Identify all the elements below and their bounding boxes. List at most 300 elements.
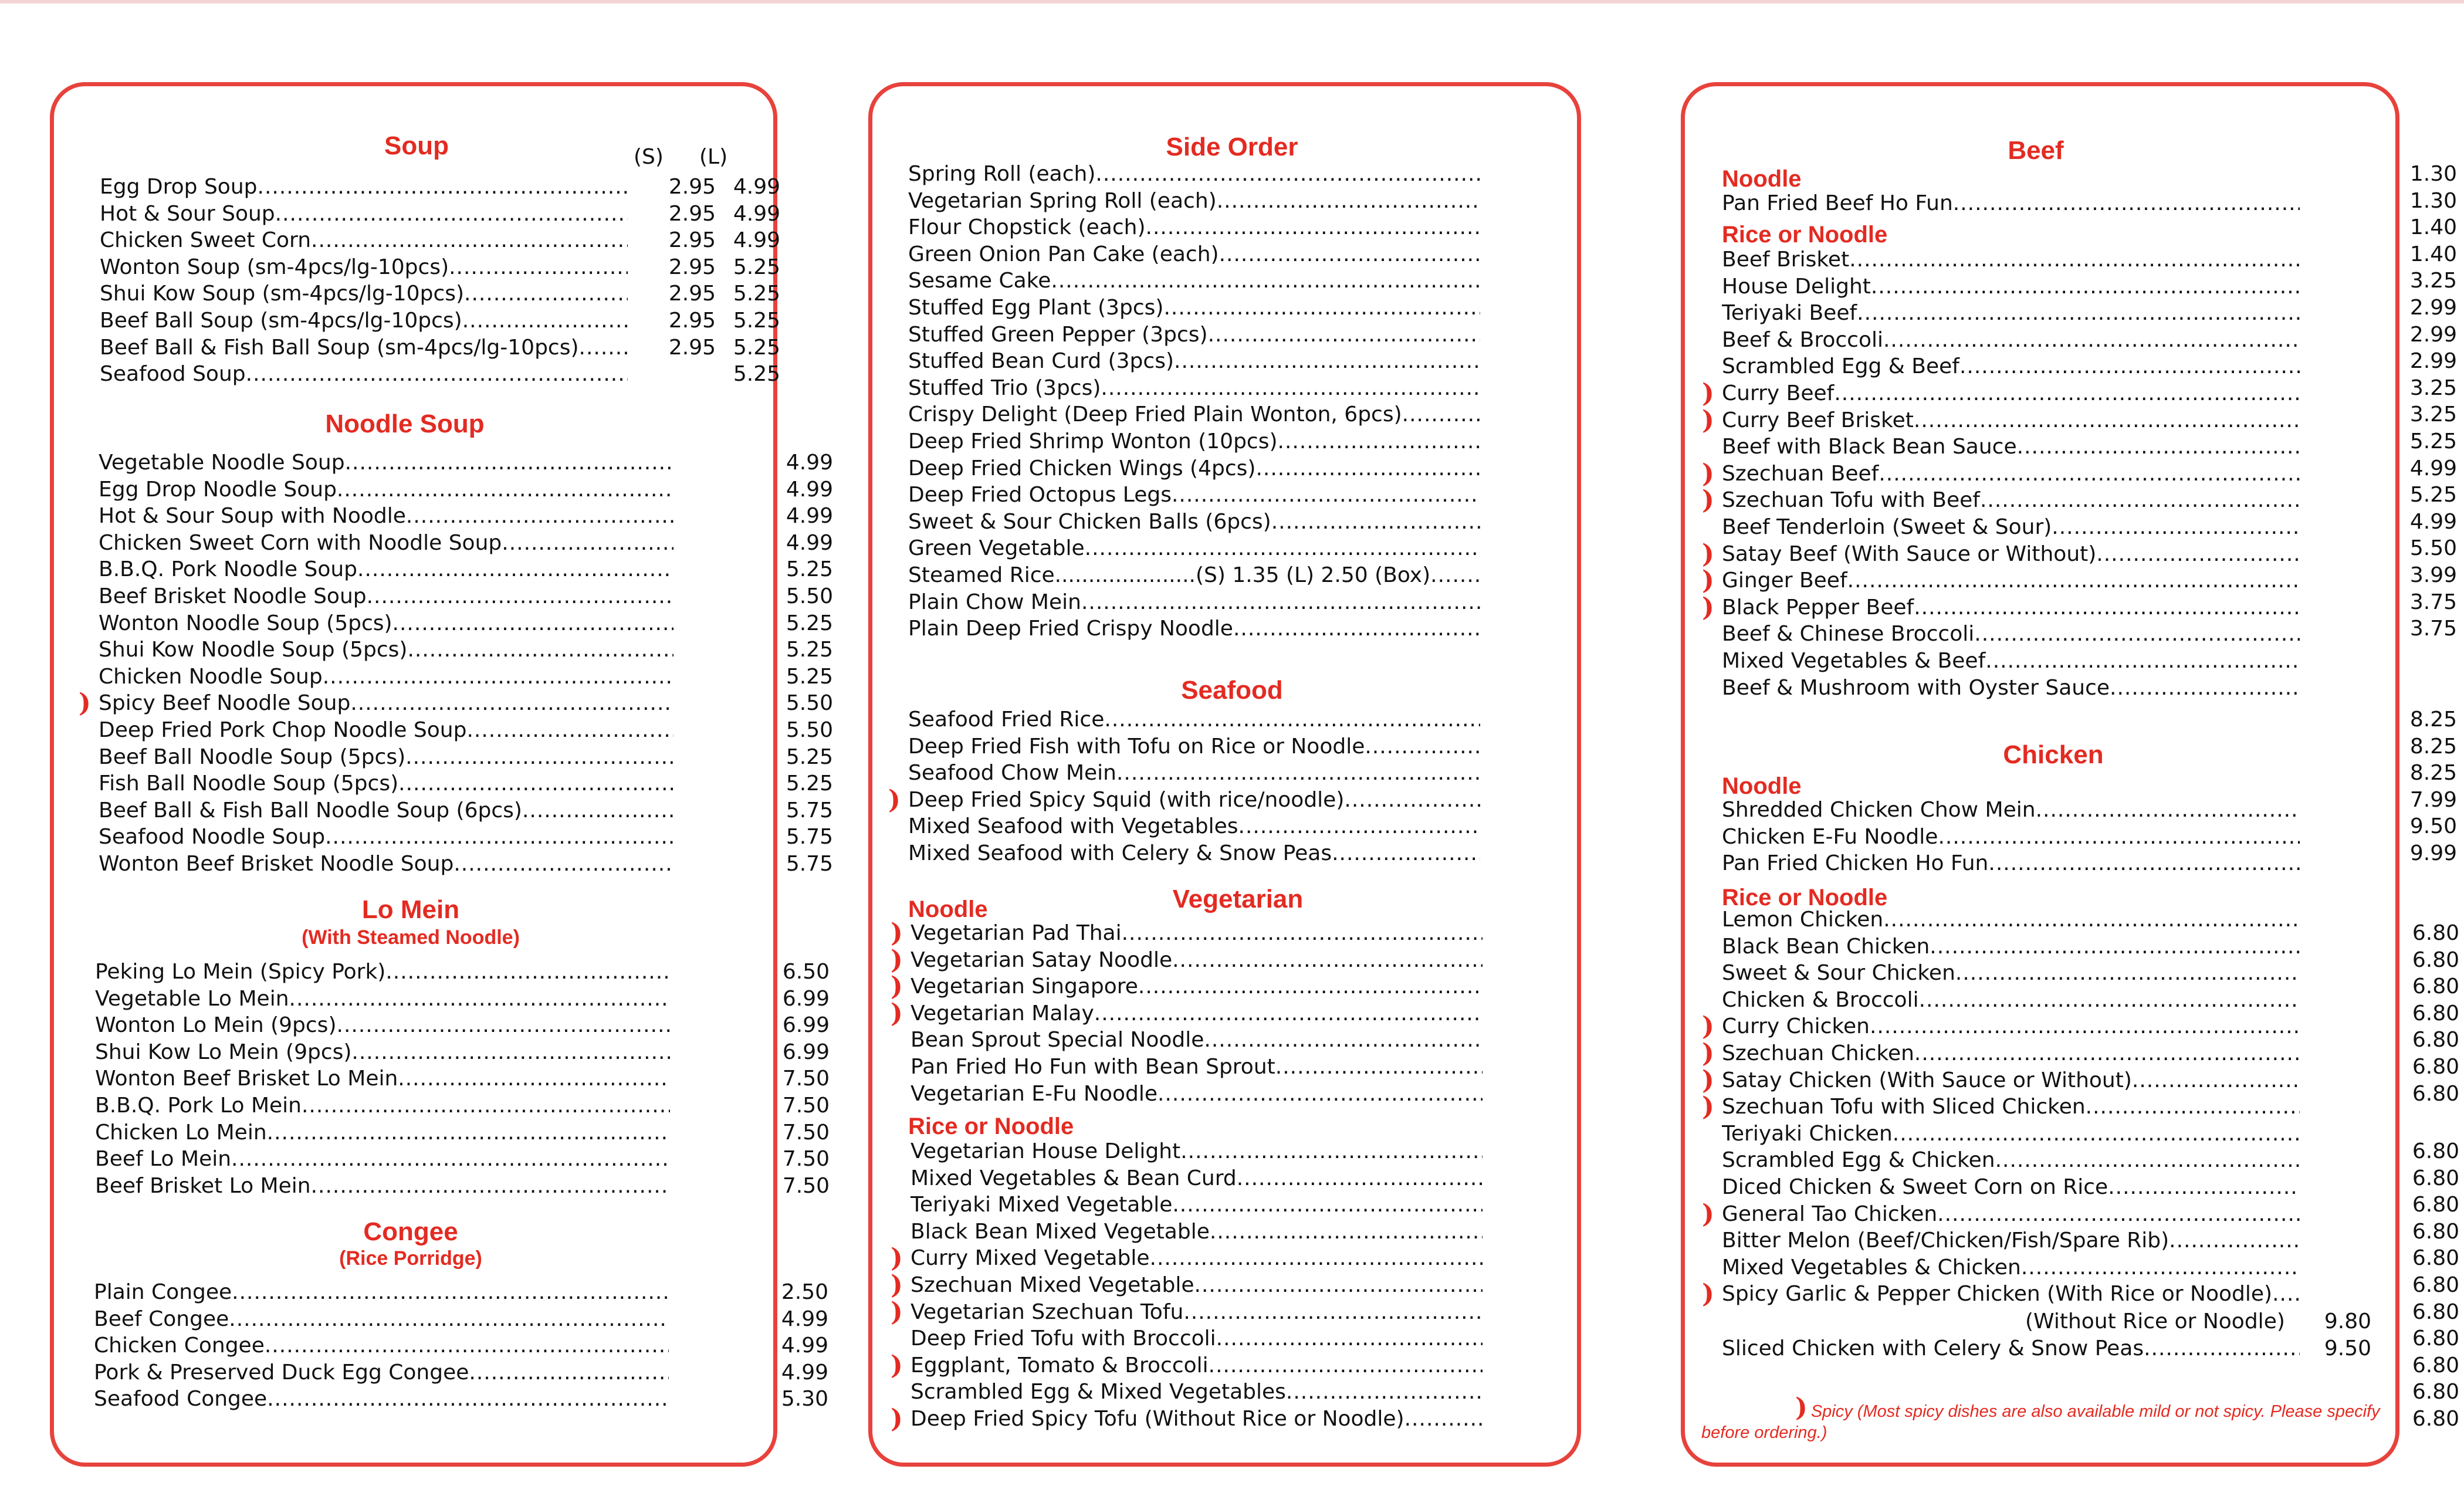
menu-item-price: 5.50 xyxy=(786,584,833,608)
menu-item-price: 5.25 xyxy=(786,771,833,796)
menu-item-name: Pork & Preserved Duck Egg Congee ..... xyxy=(94,1359,669,1386)
menu-item-name: Steamed Rice.....................(S) 1.35 (L) 2.50 (Box) ..... xyxy=(908,562,1480,589)
menu-item-name: Bitter Melon (Beef/Chicken/Fish/Spare Rib) ..... xyxy=(1722,1227,2300,1254)
menu-item xyxy=(1722,514,2371,541)
menu-item-name: Stuffed Bean Curd (3pcs) ..... xyxy=(908,348,1480,375)
menu-item-name: Beef Ball & Fish Ball Soup (sm-4pcs/lg-10pcs) ..... xyxy=(100,334,628,361)
chicken-extra-line xyxy=(2025,1308,2371,1335)
menu-item-name: Wonton Noodle Soup (5pcs) ..... xyxy=(99,610,673,637)
menu-item xyxy=(1722,621,2371,648)
menu-item-price: 5.25 xyxy=(2409,429,2457,453)
menu-item xyxy=(1722,1094,2371,1121)
menu-item-price: 6.80 xyxy=(2412,947,2459,972)
menu-item-name: Teriyaki Chicken ..... xyxy=(1722,1121,2300,1148)
menu-item-name: Satay Beef (With Sauce or Without) ..... xyxy=(1722,541,2300,568)
menu-item-price: 5.25 xyxy=(786,557,833,582)
menu-item xyxy=(99,503,833,530)
menu-item-price: 4.99 xyxy=(786,530,833,555)
menu-item-name: Vegetarian Spring Roll (each) ..... xyxy=(908,188,1480,215)
menu-item-price: 4.99 xyxy=(2409,456,2457,480)
soup-heading: Soup xyxy=(384,131,449,160)
menu-item-price: 5.30 xyxy=(781,1387,828,1412)
menu-item-name: Vegetarian Malay ..... xyxy=(911,1000,1483,1027)
lo-mein-subtitle: (With Steamed Noodle) xyxy=(302,926,520,949)
menu-item-name: Vegetarian Pad Thai ..... xyxy=(911,920,1483,947)
menu-item xyxy=(95,1012,830,1039)
menu-item-name: Green Onion Pan Cake (each) ..... xyxy=(908,241,1480,268)
menu-item xyxy=(95,1119,830,1146)
menu-item-name: Hot & Sour Soup ..... xyxy=(100,201,628,228)
menu-item-price: 1.30 xyxy=(2409,162,2457,186)
menu-item-price: 6.80 xyxy=(2412,921,2459,945)
menu-item xyxy=(99,583,833,610)
menu-item-price: 6.80 xyxy=(2412,1028,2459,1052)
menu-item-name: Deep Fried Fish with Tofu on Rice or Noodle ..... xyxy=(908,733,1480,760)
menu-item-name: Shui Kow Noodle Soup (5pcs) ..... xyxy=(99,637,673,664)
menu-item-price: 6.99 xyxy=(782,1040,830,1064)
vegetarian-rice-label: Rice or Noodle xyxy=(908,1113,1074,1139)
menu-item-name: Spicy Garlic & Pepper Chicken (With Rice or Noodle) ..... xyxy=(1722,1281,2300,1308)
menu-item-price: 6.80 xyxy=(2412,1326,2459,1351)
menu-item xyxy=(100,227,780,254)
menu-item-price: 5.50 xyxy=(786,691,833,716)
menu-item-price: 8.25 xyxy=(2409,708,2457,732)
menu-item-price: 3.25 xyxy=(2409,375,2457,400)
menu-item-name: Sweet & Sour Chicken Balls (6pcs) ..... xyxy=(908,509,1480,536)
chicken-rice-label: Rice or Noodle xyxy=(1722,885,1888,911)
menu-item xyxy=(1722,824,2371,851)
menu-item xyxy=(1722,1227,2371,1254)
menu-item-name: Stuffed Green Pepper (3pcs) ..... xyxy=(908,321,1480,348)
menu-item-price: 4.99 xyxy=(786,504,833,529)
menu-item-name: Scrambled Egg & Mixed Vegetables ..... xyxy=(911,1379,1483,1406)
menu-item-name: Shui Kow Soup (sm-4pcs/lg-10pcs) ..... xyxy=(100,280,628,307)
menu-item xyxy=(1722,353,2371,380)
menu-item-price: 4.99 xyxy=(786,451,833,475)
menu-item-name: Deep Fried Chicken Wings (4pcs) ..... xyxy=(908,455,1480,482)
menu-item-price: 4.99 xyxy=(786,477,833,502)
menu-item-price: 5.75 xyxy=(786,852,833,876)
menu-item-name: Vegetable Lo Mein ..... xyxy=(95,986,670,1013)
menu-item xyxy=(1722,190,2371,217)
spicy-pepper-icon: ) xyxy=(891,945,903,975)
menu-item xyxy=(94,1386,828,1413)
menu-item-price-large: 5.25 xyxy=(733,282,780,306)
menu-item-name: Beef Brisket Lo Mein ..... xyxy=(95,1173,670,1200)
menu-item xyxy=(1722,300,2371,327)
menu-item-name: Black Bean Mixed Vegetable ..... xyxy=(911,1219,1483,1245)
menu-item xyxy=(100,334,780,361)
menu-item-name: Wonton Soup (sm-4pcs/lg-10pcs) ..... xyxy=(100,254,628,281)
menu-item-name: Beef Ball Soup (sm-4pcs/lg-10pcs) ..... xyxy=(100,307,628,334)
chicken-last-item-price: 9.50 xyxy=(2324,1336,2371,1360)
menu-item-price-small: 2.95 xyxy=(668,282,716,306)
menu-item xyxy=(100,307,780,334)
menu-item-name: Mixed Vegetables & Chicken ..... xyxy=(1722,1254,2300,1281)
menu-item-price-large: 5.25 xyxy=(733,309,780,333)
spicy-pepper-icon: ) xyxy=(891,972,903,1002)
spicy-footnote xyxy=(1701,1393,2382,1443)
spicy-pepper-icon: ) xyxy=(1702,485,1714,516)
menu-item-price: 8.25 xyxy=(2409,761,2457,786)
menu-item xyxy=(1722,1013,2371,1040)
top-edge-line xyxy=(0,0,2464,4)
menu-item-price: 1.30 xyxy=(2409,188,2457,213)
menu-item-price: 7.50 xyxy=(782,1147,830,1172)
congee-heading: Congee xyxy=(363,1217,458,1246)
spicy-pepper-icon: ) xyxy=(891,998,903,1028)
chicken-last-item xyxy=(1722,1335,2371,1362)
menu-item-price: 6.80 xyxy=(2412,1273,2459,1297)
spicy-pepper-icon: ) xyxy=(1702,1092,1714,1122)
menu-item-name: Plain Chow Mein ..... xyxy=(908,589,1480,616)
spicy-pepper-icon: ) xyxy=(1702,1011,1714,1042)
menu-item-price: 6.99 xyxy=(782,1013,830,1038)
menu-item xyxy=(1722,434,2371,461)
menu-item xyxy=(100,201,780,228)
menu-item xyxy=(99,824,833,851)
menu-item-name: Egg Drop Noodle Soup ..... xyxy=(99,476,673,503)
menu-item-price: 6.80 xyxy=(2412,1139,2459,1163)
menu-item-name: Beef with Black Bean Sauce ..... xyxy=(1722,434,2300,461)
menu-item-price: 6.80 xyxy=(2412,1299,2459,1324)
chicken-last-item-name: Sliced Chicken with Celery & Snow Peas ..... xyxy=(1722,1335,2300,1362)
menu-item-name: Chicken & Broccoli ..... xyxy=(1722,987,2300,1014)
chicken-heading: Chicken xyxy=(2003,740,2104,769)
menu-item xyxy=(1722,407,2371,434)
menu-item-price: 9.50 xyxy=(2409,814,2457,839)
menu-item-name: Chicken Lo Mein ..... xyxy=(95,1119,670,1146)
menu-item xyxy=(1722,327,2371,354)
menu-item xyxy=(99,744,833,771)
menu-item-price: 6.80 xyxy=(2412,1001,2459,1025)
menu-item-name: Mixed Vegetables & Beef ..... xyxy=(1722,648,2300,675)
menu-item-price: 3.99 xyxy=(2409,563,2457,587)
menu-item-name: Sesame Cake ..... xyxy=(908,268,1480,295)
spicy-pepper-icon: ) xyxy=(891,1350,903,1380)
menu-item-price: 7.50 xyxy=(782,1173,830,1198)
menu-item-name: Curry Mixed Vegetable ..... xyxy=(911,1245,1483,1272)
menu-item-name: Lemon Chicken ..... xyxy=(1722,906,2300,933)
congee-subtitle: (Rice Porridge) xyxy=(339,1247,482,1270)
menu-item-name: Chicken Noodle Soup ..... xyxy=(99,664,673,691)
spicy-pepper-icon: ) xyxy=(1702,566,1714,596)
menu-item xyxy=(1722,567,2371,594)
spicy-pepper-icon: ) xyxy=(79,688,91,719)
menu-item xyxy=(99,797,833,824)
menu-item-price: 5.25 xyxy=(786,638,833,662)
menu-item-price-large: 4.99 xyxy=(733,228,780,253)
noodle-soup-heading: Noodle Soup xyxy=(325,409,485,438)
menu-item xyxy=(100,174,780,201)
menu-item xyxy=(1722,850,2371,877)
chicken-extra-price: 9.80 xyxy=(2324,1309,2371,1333)
spicy-pepper-icon: ) xyxy=(1702,592,1714,622)
spicy-pepper-icon: ) xyxy=(1702,458,1714,489)
menu-item-name: Pan Fried Ho Fun with Bean Sprout ..... xyxy=(911,1054,1483,1081)
menu-item-name: Stuffed Egg Plant (3pcs) ..... xyxy=(908,295,1480,321)
menu-item-name: Chicken Sweet Corn ..... xyxy=(100,227,628,254)
menu-item-price-small: 2.95 xyxy=(668,335,716,360)
menu-item-price-large: 5.25 xyxy=(733,255,780,279)
menu-item-name: Mixed Seafood with Vegetables ..... xyxy=(908,813,1480,840)
menu-item-name: Black Pepper Beef ..... xyxy=(1722,594,2300,621)
menu-item-price-large: 5.25 xyxy=(733,362,780,387)
menu-item-name: Mixed Vegetables & Bean Curd ..... xyxy=(911,1165,1483,1192)
menu-item xyxy=(99,530,833,557)
menu-item-name: Deep Fried Tofu with Broccoli ..... xyxy=(911,1325,1483,1352)
menu-item xyxy=(1722,987,2371,1014)
menu-item-name: Fish Ball Noodle Soup (5pcs) ..... xyxy=(99,770,673,797)
menu-item-name: Wonton Beef Brisket Lo Mein ..... xyxy=(95,1065,670,1092)
menu-item-price: 2.99 xyxy=(2409,296,2457,320)
vegetarian-heading: Vegetarian xyxy=(1172,885,1304,913)
menu-item xyxy=(99,556,833,583)
menu-item-price: 8.25 xyxy=(2409,734,2457,759)
menu-item-name: Beef Brisket ..... xyxy=(1722,246,2300,273)
menu-item-name: Curry Chicken ..... xyxy=(1722,1013,2300,1040)
menu-item-name: Szechuan Tofu with Beef ..... xyxy=(1722,487,2300,514)
menu-item-price-small: 2.95 xyxy=(668,201,716,226)
menu-item-price: 6.80 xyxy=(2412,1193,2459,1217)
menu-item xyxy=(1722,594,2371,621)
menu-item-price-large: 4.99 xyxy=(733,201,780,226)
menu-item-name: General Tao Chicken ..... xyxy=(1722,1201,2300,1228)
menu-item-price: 1.40 xyxy=(2409,215,2457,240)
spicy-pepper-icon: ) xyxy=(1702,1199,1714,1229)
menu-item xyxy=(1722,461,2371,488)
menu-item-name: Szechuan Tofu with Sliced Chicken ..... xyxy=(1722,1094,2300,1121)
menu-item xyxy=(1722,273,2371,300)
spicy-pepper-icon: ) xyxy=(1702,1038,1714,1068)
menu-item xyxy=(911,1379,2459,1406)
menu-item-name: Beef Brisket Noodle Soup ..... xyxy=(99,583,673,610)
menu-item xyxy=(99,770,833,797)
spicy-pepper-icon: ) xyxy=(1702,378,1714,408)
menu-item xyxy=(95,1146,830,1173)
spicy-pepper-icon: ) xyxy=(1702,1279,1714,1309)
menu-item-price-small: 2.95 xyxy=(668,175,716,199)
menu-item-price: 5.50 xyxy=(786,718,833,742)
menu-item-name: Seafood Soup ..... xyxy=(100,361,628,388)
menu-item-price: 4.99 xyxy=(781,1360,828,1385)
menu-item-price: 6.50 xyxy=(782,960,830,984)
menu-item-price-small: 2.95 xyxy=(668,309,716,333)
chicken-extra-name: (Without Rice or Noodle) xyxy=(2025,1309,2285,1333)
menu-item-name: Spicy Beef Noodle Soup ..... xyxy=(99,690,673,717)
menu-item-name: Pan Fried Chicken Ho Fun ..... xyxy=(1722,850,2300,877)
menu-item-price: 9.99 xyxy=(2409,841,2457,865)
menu-item-price: 5.25 xyxy=(786,744,833,769)
menu-item-price: 2.99 xyxy=(2409,349,2457,374)
menu-item-price: 2.50 xyxy=(781,1280,828,1304)
menu-item-name: Teriyaki Beef ..... xyxy=(1722,300,2300,327)
menu-item xyxy=(94,1332,828,1359)
menu-item-name: Beef Lo Mein ..... xyxy=(95,1146,670,1173)
menu-item-name: Wonton Lo Mein (9pcs) ..... xyxy=(95,1012,670,1039)
menu-item xyxy=(908,706,2457,733)
menu-item-name: Deep Fried Shrimp Wonton (10pcs) ..... xyxy=(908,428,1480,455)
menu-item-name: Crispy Delight (Deep Fried Plain Wonton, 6pcs) ..... xyxy=(908,401,1480,428)
soup-col-small: (S) xyxy=(634,145,664,169)
menu-item-price: 5.25 xyxy=(786,664,833,689)
menu-item xyxy=(95,1092,830,1119)
seafood-heading: Seafood xyxy=(1181,676,1283,705)
menu-item-price: 3.75 xyxy=(2409,590,2457,614)
menu-item-price-large: 4.99 xyxy=(733,175,780,199)
vegetarian-noodle-label: Noodle xyxy=(908,896,988,922)
menu-item xyxy=(94,1306,828,1333)
menu-item-price: 6.80 xyxy=(2412,1219,2459,1244)
menu-item xyxy=(1722,933,2371,960)
menu-item xyxy=(99,610,833,637)
menu-item-name: House Delight ..... xyxy=(1722,273,2300,300)
menu-item xyxy=(99,664,833,691)
menu-item-name: Deep Fried Pork Chop Noodle Soup ..... xyxy=(99,717,673,744)
menu-item-price: 6.99 xyxy=(782,986,830,1011)
menu-item-name: Sweet & Sour Chicken ..... xyxy=(1722,960,2300,987)
menu-item-name: Deep Fried Spicy Squid (with rice/noodle) ..... xyxy=(908,787,1480,814)
menu-item xyxy=(95,959,830,986)
menu-item-name: Diced Chicken & Sweet Corn on Rice ..... xyxy=(1722,1174,2300,1201)
menu-item-name: Plain Congee ..... xyxy=(94,1279,669,1306)
menu-item-name: Flour Chopstick (each) ..... xyxy=(908,214,1480,241)
lo-mein-heading: Lo Mein xyxy=(361,895,460,924)
menu-item-price: 5.25 xyxy=(786,611,833,635)
menu-item-name: Vegetarian Szechuan Tofu ..... xyxy=(911,1299,1483,1326)
menu-item-name: Seafood Chow Mein ..... xyxy=(908,760,1480,787)
menu-item-price: 6.80 xyxy=(2412,974,2459,999)
menu-item-price: 4.99 xyxy=(2409,509,2457,534)
menu-item-name: Szechuan Beef ..... xyxy=(1722,461,2300,488)
beef-rice-label: Rice or Noodle xyxy=(1722,222,1888,248)
menu-item-name: Beef & Chinese Broccoli ..... xyxy=(1722,621,2300,648)
spicy-pepper-icon: ) xyxy=(1702,1065,1714,1095)
menu-item-name: Mixed Seafood with Celery & Snow Peas ..... xyxy=(908,840,1480,867)
menu-item-name: Beef Ball Noodle Soup (5pcs) ..... xyxy=(99,744,673,771)
menu-item-name: Chicken Congee ..... xyxy=(94,1332,669,1359)
menu-item-price: 3.75 xyxy=(2409,617,2457,641)
menu-item xyxy=(1722,797,2371,824)
menu-item-name: Egg Drop Soup ..... xyxy=(100,174,628,201)
menu-item-price: 6.80 xyxy=(2412,1380,2459,1404)
menu-item-name: Satay Chicken (With Sauce or Without) ..... xyxy=(1722,1067,2300,1094)
menu-item xyxy=(1722,1201,2371,1228)
beef-heading: Beef xyxy=(2008,136,2064,165)
menu-item xyxy=(1722,1147,2371,1174)
menu-item-price: 6.80 xyxy=(2412,1246,2459,1271)
menu-item xyxy=(1722,1067,2371,1094)
menu-item-name: Vegetarian E-Fu Noodle ..... xyxy=(911,1081,1483,1108)
menu-item-price: 6.80 xyxy=(2412,1081,2459,1106)
menu-item-price: 3.25 xyxy=(2409,269,2457,293)
menu-item-name: Beef & Mushroom with Oyster Sauce ..... xyxy=(1722,675,2300,702)
menu-item-price: 7.50 xyxy=(782,1120,830,1145)
menu-item xyxy=(1722,960,2371,987)
menu-item-name: Seafood Fried Rice ..... xyxy=(908,706,1480,733)
menu-item-name: Peking Lo Mein (Spicy Pork) ..... xyxy=(95,959,670,986)
menu-item xyxy=(94,1279,828,1306)
menu-item xyxy=(100,361,780,388)
menu-item xyxy=(1722,487,2371,514)
spicy-pepper-icon: ) xyxy=(891,1297,903,1327)
spicy-pepper-icon: ) xyxy=(891,918,903,948)
menu-item-name: Szechuan Mixed Vegetable ..... xyxy=(911,1272,1483,1299)
menu-item xyxy=(911,1352,2459,1379)
menu-item-name: Pan Fried Beef Ho Fun ..... xyxy=(1722,190,2300,217)
menu-item-name: Beef Tenderloin (Sweet & Sour) ..... xyxy=(1722,514,2300,541)
chicken-noodle-label: Noodle xyxy=(1722,773,1802,799)
menu-item-name: Hot & Sour Soup with Noodle ..... xyxy=(99,503,673,530)
menu-item-name: Vegetarian Satay Noodle ..... xyxy=(911,947,1483,974)
menu-item-price: 2.99 xyxy=(2409,322,2457,347)
menu-item xyxy=(1722,541,2371,568)
menu-item-price: 5.50 xyxy=(2409,536,2457,561)
menu-item-name: B.B.Q. Pork Noodle Soup ..... xyxy=(99,556,673,583)
menu-item xyxy=(100,280,780,307)
menu-item xyxy=(99,717,833,744)
menu-item xyxy=(100,254,780,281)
menu-item-price: 6.80 xyxy=(2412,1166,2459,1190)
menu-item xyxy=(1722,246,2371,273)
menu-item-name: Eggplant, Tomato & Broccoli ..... xyxy=(911,1352,1483,1379)
menu-item-price: 6.80 xyxy=(2412,1055,2459,1079)
menu-item-price-small: 2.95 xyxy=(668,228,716,253)
spicy-pepper-icon: ) xyxy=(891,1404,903,1434)
menu-item-name: Ginger Beef ..... xyxy=(1722,567,2300,594)
beef-noodle-label: Noodle xyxy=(1722,166,1802,192)
menu-item-name: Seafood Congee ..... xyxy=(94,1386,669,1413)
menu-item-name: Seafood Noodle Soup ..... xyxy=(99,824,673,851)
menu-item-price-small: 2.95 xyxy=(668,255,716,279)
menu-item xyxy=(99,637,833,664)
menu-item-price: 5.75 xyxy=(786,825,833,849)
menu-item-price: 6.80 xyxy=(2412,1353,2459,1377)
menu-item-name: Spring Roll (each) ..... xyxy=(908,161,1480,188)
spicy-pepper-icon: ) xyxy=(1702,539,1714,569)
menu-item-name: Beef Ball & Fish Ball Noodle Soup (6pcs) ..... xyxy=(99,797,673,824)
menu-item-name: B.B.Q. Pork Lo Mein ..... xyxy=(95,1092,670,1119)
spicy-pepper-icon: ) xyxy=(1702,405,1714,435)
menu-item-name: Curry Beef ..... xyxy=(1722,380,2300,407)
menu-item xyxy=(95,1039,830,1066)
menu-item xyxy=(1722,1174,2371,1201)
menu-item-name: Shui Kow Lo Mein (9pcs) ..... xyxy=(95,1039,670,1066)
menu-item xyxy=(99,476,833,503)
side-order-heading: Side Order xyxy=(1166,133,1298,161)
menu-item-name: Chicken E-Fu Noodle ..... xyxy=(1722,824,2300,851)
menu-item-name: Black Bean Chicken ..... xyxy=(1722,933,2300,960)
menu-item xyxy=(1722,380,2371,407)
menu-item xyxy=(95,986,830,1013)
menu-item-name: Wonton Beef Brisket Noodle Soup ..... xyxy=(99,851,673,878)
menu-item xyxy=(1722,1040,2371,1067)
menu-item-name: Green Vegetable ..... xyxy=(908,535,1480,562)
menu-item-price: 7.99 xyxy=(2409,787,2457,812)
spicy-pepper-icon: ) xyxy=(1795,1393,1808,1423)
menu-item-price: 7.50 xyxy=(782,1094,830,1118)
menu-item-name: Scrambled Egg & Chicken ..... xyxy=(1722,1147,2300,1174)
menu-item-price-large: 5.25 xyxy=(733,335,780,360)
menu-item-name: Teriyaki Mixed Vegetable ..... xyxy=(911,1192,1483,1219)
spicy-footnote-text: Spicy (Most spicy dishes are also available mild or not spicy. Please specify before ordering.) xyxy=(1701,1402,2380,1442)
menu-item xyxy=(99,449,833,476)
menu-item xyxy=(1722,906,2371,933)
menu-item-name: Stuffed Trio (3pcs) ..... xyxy=(908,375,1480,402)
menu-item xyxy=(1722,1254,2371,1281)
menu-item xyxy=(1722,1121,2371,1148)
menu-item-name: Deep Fried Spicy Tofu (Without Rice or Noodle) ..... xyxy=(911,1406,1483,1433)
